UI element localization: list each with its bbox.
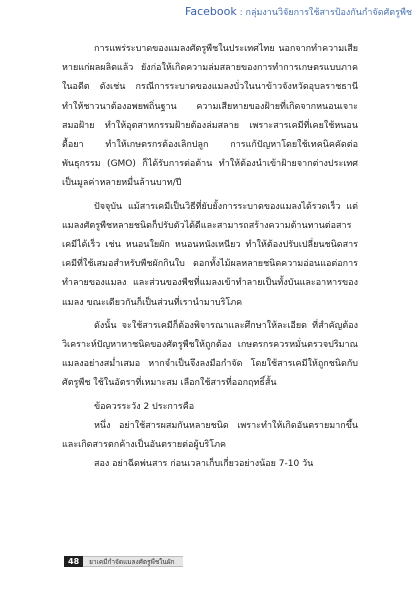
facebook-group-name: กลุ่มงานวิจัยการใช้สารป้องกันกำจัดศัตรูพืช — [245, 8, 412, 18]
facebook-label: Facebook — [185, 5, 237, 18]
caution-item-1: หนึ่ง อย่าใช้สารผสมกันหลายชนิด เพราะทำให้เกิดอันตรายมากขึ้น และเกิดสารตกค้างเป็นอันตรายต่อผู้บริโภค — [62, 420, 358, 451]
caution-item-2: สอง อย่าฉีดพ่นสาร ก่อนเวลาเก็บเกี่ยวอย่างน้อย 7-10 วัน — [94, 459, 314, 470]
page-footer — [64, 556, 183, 567]
paragraph-intro: การแพร่ระบาดของแมลงศัตรูพืชในประเทศไทย นอกจากทำความเสียหายแก่ผลผลิตแล้ว ยังก่อให้เกิดความล่มสลายของการทำการเกษตรแบบภาคในอดีต ดังเช่น กรณีการระบาดของแมลงบั่วในนาข้าวจังหวัดอุบลราชธานี ทำให้ชาวนาต้องอพยพถิ่นฐาน ความเสียหายของฝ้ายที่เกิดจากหนอนเจาะสมอฝ้าย ทำให้อุตสาหกรรมฝ้ายต้องล่มสลาย เพราะสารเคมีที่เคยใช้หนอนดื้อยา ทำให้เกษตรกรต้องเลิกปลูก การแก้ปัญหาโดยใช้เทคนิคคัดต่อพันธุกรรม (GMO) ก็ได้รับการต่อต้าน ทำให้ต้องนำเข้าฝ้ายจากต่างประเทศเป็นมูลค่าหลายหมื่นล้านบาท/ปี — [62, 44, 358, 189]
body-text — [62, 40, 358, 474]
caution-heading: ข้อควรระวัง 2 ประการคือ — [94, 401, 195, 412]
footer-book-title: ยาเคมีกำจัดแมลงศัตรูพืชในผัก — [83, 556, 183, 567]
paragraph-current-situation: ปัจจุบัน แม้สารเคมีเป็นวิธีที่ยับยั้งการระบาดของแมลงได้รวดเร็ว แต่แมลงศัตรูพืชหลายชนิดก็ปรับตัวได้ดีและสามารถสร้างความต้านทานต่อสารเคมีได้เร็ว เช่น หนอนใยผัก หนอนหนังเหนียว ทำให้ต้องปรับเปลี่ยนชนิดสารเคมีที่ใช้เสมอสำหรับพืชผักกินใบ ดอกทั้งไม้ผลหลายชนิดความอ่อนแอต่อการทำลายของแมลง และส่วนของพืชที่แมลงเข้าทำลายเป็นทั้งบันและอาหารของแมลง ขณะเดียวกันก็เป็นส่วนที่เรานำมาบริโภค — [62, 201, 358, 308]
page-header — [185, 5, 412, 19]
paragraph-recommendation: ดังนั้น จะใช้สารเคมีก็ต้องพิจารณาและศึกษาให้ละเอียด ที่สำคัญต้องวิเคราะห์ปัญหาหาชนิดของศัตรูพืชให้ถูกต้อง เกษตรกรควรหมั่นตรวจปริมาณแมลงอย่างสม่ำเสมอ หากจำเป็นจึงลงมือกำจัด โดยใช้สารเคมีให้ถูกชนิดกับศัตรูพืช ใช้ในอัตราที่เหมาะสม เลือกใช้สารที่ออกฤทธิ์สั้น — [62, 320, 358, 389]
header-separator: : — [236, 8, 246, 18]
page-number: 48 — [64, 556, 83, 567]
